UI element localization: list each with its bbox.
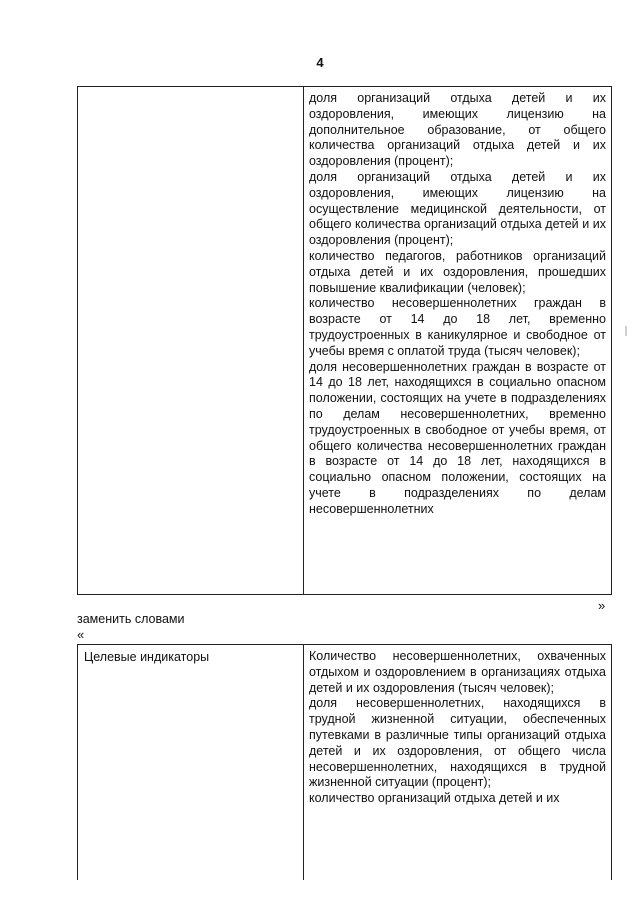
- table-left-cell-label: Целевые индикаторы: [78, 645, 304, 880]
- closing-quote: »: [598, 598, 606, 613]
- indicators-table-new: [77, 644, 612, 880]
- list-item: количество педагогов, работников организаций отдыха детей и их оздоровления, прошедших повышение квалификации (человек);: [309, 248, 606, 295]
- indicators-table-old: [77, 86, 612, 595]
- scan-edge-mark: [625, 326, 627, 336]
- list-item: количество несовершеннолетних граждан в возрасте от 14 до 18 лет, временно трудоустроенных в каникулярное и свободное от учебы время с оплатой труда (тысяч человек);: [309, 296, 606, 358]
- list-item: доля несовершеннолетних, находящихся в трудной жизненной ситуации, обеспеченных путевками в различные типы организаций отдыха детей и их оздоровления, от общего числа несовершеннолетних, находящихся в трудной жизненной ситуации (процент);: [309, 696, 606, 790]
- list-item: количество организаций отдыха детей и их: [309, 791, 560, 806]
- list-item: доля несовершеннолетних граждан в возрасте от 14 до 18 лет, находящихся в социально опасном положении, состоящих на учете в подразделениях по делам несовершеннолетних, временно трудоустроенных в свободное от учебы время, от общего количества несовершеннолетних граждан в возрасте от 14 до 18 лет, находящихся в социально опасном положении, состоящих на учете в подразделениях по делам несовершеннолетних: [309, 359, 606, 516]
- replace-with-label: заменить словами: [77, 612, 185, 626]
- table-right-cell: [304, 87, 611, 594]
- list-item: Количество несовершеннолетних, охваченных отдыхом и оздоровлением в организациях отдыха детей и их оздоровления (тысяч человек);: [309, 649, 606, 695]
- list-item: доля организаций отдыха детей и их оздоровления, имеющих лицензию на дополнительное образование, от общего количества организаций отдыха детей и их оздоровления (процент);: [309, 91, 606, 169]
- table-right-cell: [304, 645, 611, 880]
- opening-quote: «: [77, 627, 85, 642]
- table-left-cell: [78, 87, 304, 594]
- list-item: доля организаций отдыха детей и их оздоровления, имеющих лицензию на осуществление медицинской деятельности, от общего количества организаций отдыха детей и их оздоровления (процент);: [309, 169, 606, 248]
- page-number: 4: [316, 55, 324, 70]
